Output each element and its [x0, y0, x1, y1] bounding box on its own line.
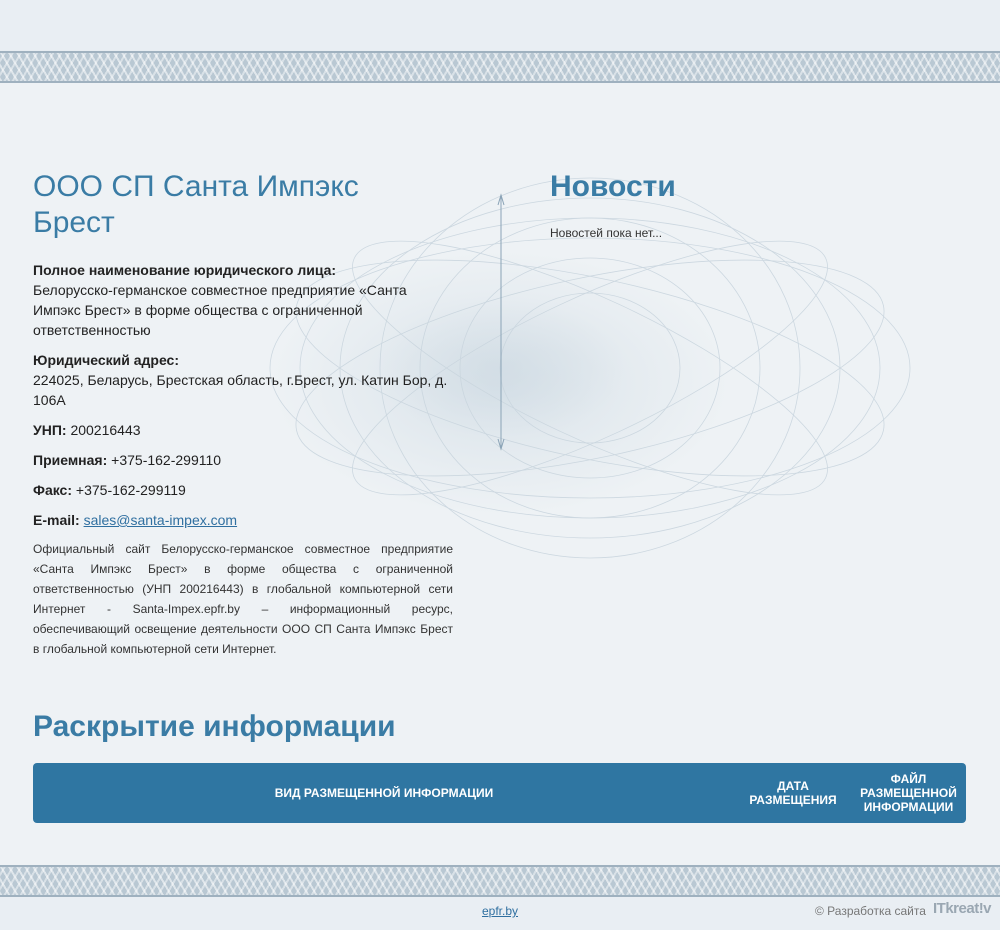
disclosure-title: Раскрытие информации	[33, 710, 396, 743]
company-title: ООО СП Санта Импэкс Брест	[33, 170, 359, 239]
fullname-label: Полное наименование юридического лица:	[33, 262, 337, 278]
address-label: Юридический адрес:	[33, 352, 179, 368]
unp-value: 200216443	[70, 422, 141, 438]
news-empty-text: Новостей пока нет...	[550, 226, 663, 240]
footer	[0, 897, 1000, 930]
email-label: E-mail:	[33, 512, 80, 528]
unp-row	[33, 420, 453, 440]
address-value: 224025, Беларусь, Брестская область, г.Брест, ул. Катин Бор, д. 106А	[33, 372, 448, 408]
email-row	[33, 510, 453, 530]
developer-logo[interactable]: ITkreat!v	[933, 900, 992, 917]
reception-row	[33, 450, 453, 470]
news-title: Новости	[550, 170, 676, 203]
company-info	[33, 260, 453, 540]
decorative-band-bottom	[0, 865, 1000, 897]
reception-value: +375-162-299110	[111, 452, 222, 468]
disclosure-table-header	[33, 763, 966, 823]
footer-link[interactable]: epfr.by	[482, 904, 519, 918]
decorative-band-top	[0, 51, 1000, 83]
address-row	[33, 350, 453, 410]
column-header-file: ФАЙЛ РАЗМЕЩЕННОЙ ИНФОРМАЦИИ	[860, 772, 957, 814]
email-link[interactable]: sales@santa-impex.com	[83, 512, 238, 528]
fullname-row	[33, 260, 453, 340]
top-bar	[0, 0, 1000, 50]
column-header-date: ДАТА РАЗМЕЩЕНИЯ	[749, 779, 837, 807]
company-description: Официальный сайт Белорусско-германское совместное предприятие «Санта Импэкс Брест» в форме общества с ограниченной ответственностью (УНП 200216443) в глобальной компьютерной сети Интернет - Santa-Impex.epfr.by – информационный ресурс, обеспечивающий освещение деятельности ООО СП Санта Импэкс Брест в глобальной компьютерной сети Интернет.	[33, 542, 453, 656]
unp-label: УНП:	[33, 422, 67, 438]
fullname-value: Белорусско-германское совместное предприятие «Санта Импэкс Брест» в форме общества с ограниченной ответственностью	[33, 282, 407, 338]
main-content	[0, 83, 1000, 865]
fax-label: Факс:	[33, 482, 73, 498]
reception-label: Приемная:	[33, 452, 108, 468]
column-header-info-type: ВИД РАЗМЕЩЕННОЙ ИНФОРМАЦИИ	[274, 786, 494, 800]
fax-row	[33, 480, 453, 500]
developer-credit: © Разработка сайта	[815, 904, 926, 918]
fax-value: +375-162-299119	[75, 482, 186, 498]
vertical-divider-icon	[495, 191, 507, 453]
